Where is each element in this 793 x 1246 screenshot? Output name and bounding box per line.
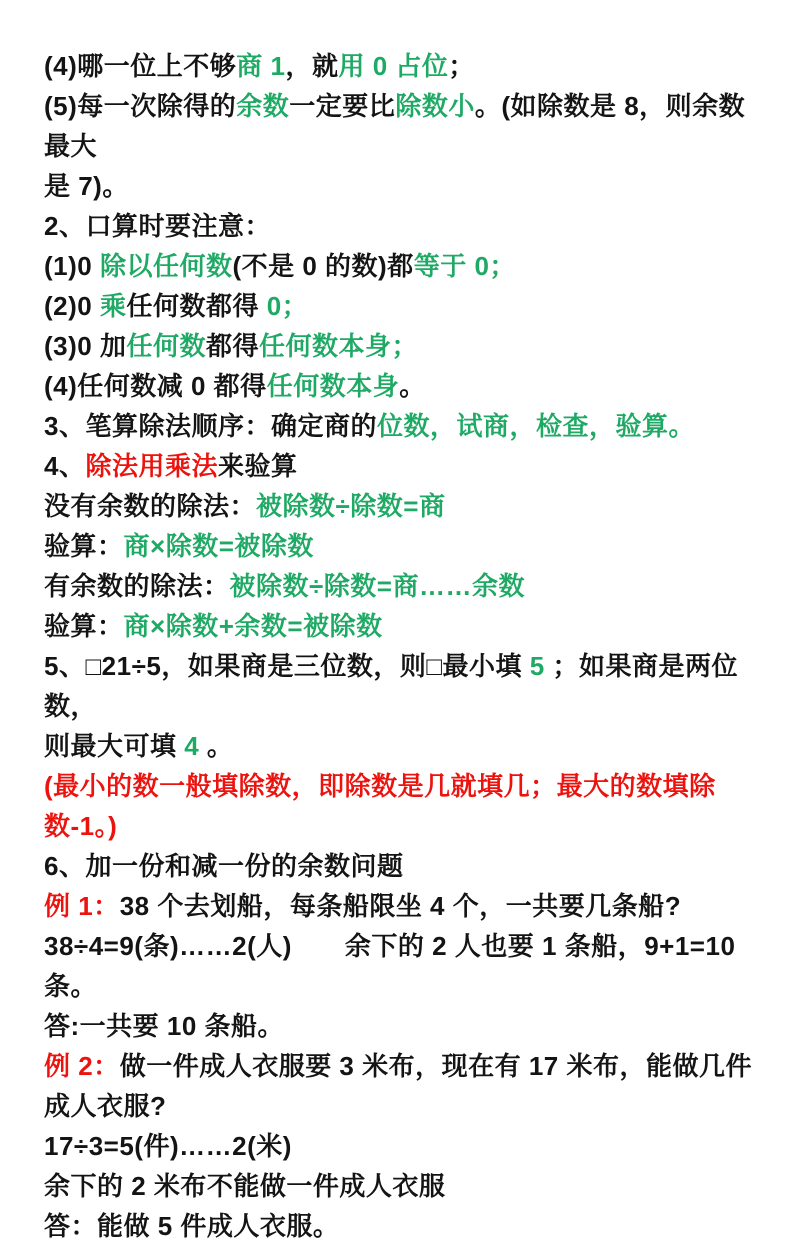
text-segment: 38 个去划船，每条船限坐 4 个，一共要几条船?: [119, 891, 682, 921]
text-segment: 。(如除数是 8，则余数最大: [44, 91, 746, 161]
text-segment: 答：能做 5 件成人衣服。: [44, 1211, 340, 1241]
text-line: [44, 1206, 759, 1246]
text-line: [44, 926, 759, 1006]
text-segment: (4)哪一位上不够: [44, 51, 237, 81]
text-line: [44, 1166, 759, 1206]
text-line: [44, 366, 759, 406]
text-segment: 任何数本身；: [259, 331, 419, 361]
text-line: [44, 646, 759, 726]
text-segment: 等于 0；: [413, 251, 516, 281]
text-segment: 答:一共要 10 条船。: [44, 1011, 285, 1041]
text-line: [44, 446, 759, 486]
text-segment: ；: [448, 51, 475, 81]
text-segment: (5)每一次除得的: [44, 91, 237, 121]
text-segment: 余下的 2 米布不能做一件成人衣服: [44, 1171, 446, 1201]
text-segment: 。: [399, 371, 426, 401]
text-segment: (不是 0 的数)都: [232, 251, 414, 281]
text-segment: 例 2：: [44, 1051, 120, 1081]
text-segment: 商 1: [236, 51, 286, 81]
text-line: [44, 86, 759, 166]
text-line: [44, 1006, 759, 1046]
text-segment: 38÷4=9(条)……2(人) 余下的 2 人也要 1 条船，9+1=10 条。: [44, 931, 744, 1001]
text-segment: 验算：: [44, 611, 124, 641]
text-line: [44, 486, 759, 526]
text-segment: 3、笔算除法顺序：确定商的: [44, 411, 377, 441]
text-segment: 则最大可填: [44, 731, 185, 761]
text-segment: 验算：: [44, 531, 124, 561]
text-segment: (最小的数一般填除数，即除数是几就填几；最大的数填除数-1。): [44, 771, 716, 841]
text-segment: 是 7)。: [44, 171, 129, 201]
text-segment: 5、□21÷5，如果商是三位数，则□最小填: [44, 651, 530, 681]
text-segment: 任何数: [126, 331, 206, 361]
text-segment: 。: [199, 731, 234, 761]
text-segment: 例 1：: [44, 891, 120, 921]
text-line: [44, 326, 759, 366]
text-line: [44, 726, 759, 766]
text-line: [44, 1046, 759, 1126]
text-line: [44, 846, 759, 886]
text-segment: 0；: [266, 291, 309, 321]
text-segment: 商×除数+余数=被除数: [123, 611, 383, 641]
text-segment: 做一件成人衣服要 3 米布，现在有 17 米布，能做几件成人衣服?: [44, 1051, 752, 1121]
text-line: [44, 566, 759, 606]
text-segment: 都得: [205, 331, 259, 361]
text-segment: 2、口算时要注意：: [44, 211, 271, 241]
text-segment: 除数小: [395, 91, 475, 121]
text-segment: (2)0: [44, 291, 100, 321]
text-line: [44, 766, 759, 846]
text-segment: 除法用乘法: [85, 451, 218, 481]
text-segment: 来验算: [217, 451, 298, 481]
text-line: [44, 1126, 759, 1166]
text-segment: ；如果商是两位数，: [44, 651, 738, 721]
text-segment: 位数，试商，检查，验算。: [376, 411, 695, 441]
text-segment: 余数: [236, 91, 290, 121]
text-segment: 6、加一份和减一份的余数问题: [44, 851, 404, 881]
text-line: [44, 526, 759, 566]
text-segment: 任何数都得: [126, 291, 267, 321]
text-segment: 被除数÷除数=商……余数: [229, 571, 525, 601]
text-line: [44, 286, 759, 326]
text-line: [44, 406, 759, 446]
text-segment: 没有余数的除法：: [44, 491, 257, 521]
text-segment: 商×除数=被除数: [123, 531, 314, 561]
text-line: [44, 166, 759, 206]
text-line: [44, 206, 759, 246]
text-segment: 一定要比: [289, 91, 396, 121]
text-segment: 有余数的除法：: [44, 571, 230, 601]
text-segment: 4: [184, 731, 200, 761]
text-segment: 用 0 占位: [338, 51, 449, 81]
text-segment: (4)任何数减 0 都得: [44, 371, 267, 401]
text-line: [44, 46, 759, 86]
text-line: [44, 246, 759, 286]
text-segment: 乘: [99, 291, 127, 321]
text-segment: 被除数÷除数=商: [256, 491, 446, 521]
text-segment: 5: [529, 651, 545, 681]
text-segment: (3)0 加: [44, 331, 127, 361]
text-line: [44, 886, 759, 926]
text-segment: 17÷3=5(件)……2(米): [44, 1131, 292, 1161]
text-segment: ，就: [285, 51, 339, 81]
text-segment: 任何数本身: [266, 371, 400, 401]
text-segment: 4、: [44, 451, 86, 481]
text-segment: (1)0: [44, 251, 100, 281]
text-segment: 除以任何数: [99, 251, 233, 281]
text-line: [44, 606, 759, 646]
